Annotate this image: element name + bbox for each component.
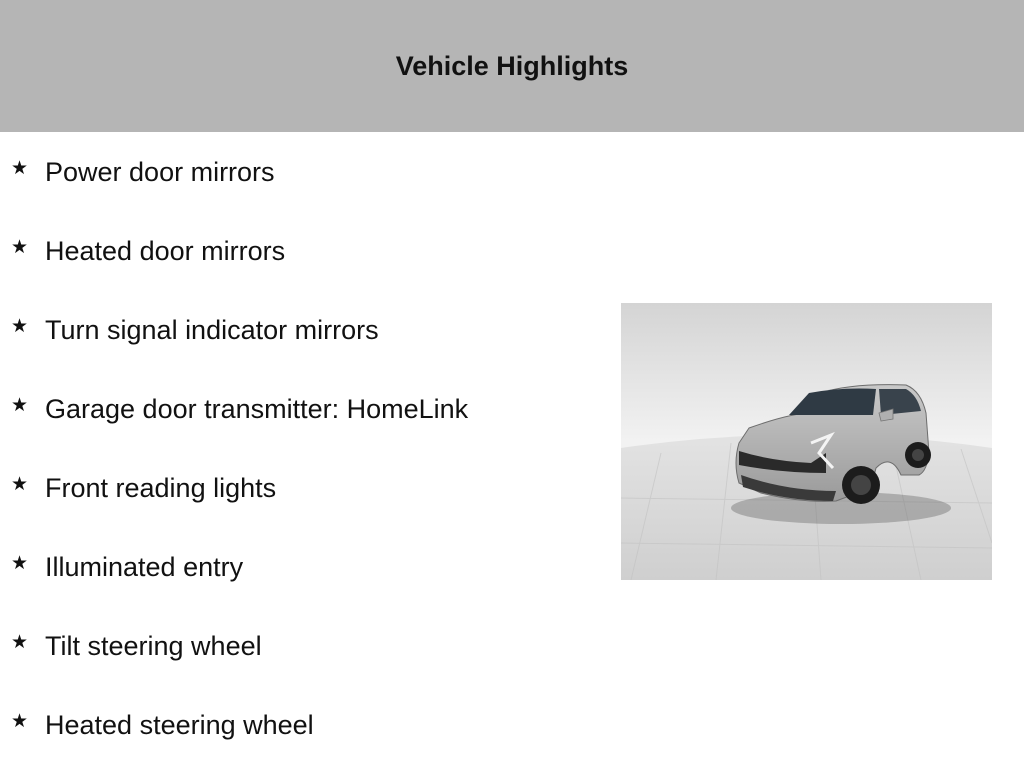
list-item — [0, 448, 600, 527]
star-icon: ★ — [11, 552, 29, 574]
star-icon: ★ — [11, 394, 29, 416]
star-icon: ★ — [11, 236, 29, 258]
feature-label: Garage door transmitter: HomeLink — [45, 394, 469, 424]
feature-list — [0, 132, 600, 764]
list-item — [0, 132, 600, 211]
list-item — [0, 290, 600, 369]
feature-label: Tilt steering wheel — [45, 631, 262, 661]
star-icon: ★ — [11, 315, 29, 337]
vehicle-photo[interactable] — [621, 303, 992, 580]
list-item — [0, 685, 600, 764]
feature-label: Heated steering wheel — [45, 710, 314, 740]
vehicle-photo-graphic — [621, 303, 992, 580]
header-banner — [0, 0, 1024, 132]
star-icon: ★ — [11, 631, 29, 653]
feature-label: Power door mirrors — [45, 157, 275, 187]
feature-label: Illuminated entry — [45, 552, 244, 582]
page-title: Vehicle Highlights — [395, 50, 629, 81]
star-icon: ★ — [11, 710, 29, 732]
star-icon: ★ — [11, 473, 29, 495]
list-item — [0, 369, 600, 448]
feature-label: Heated door mirrors — [45, 236, 286, 266]
list-item — [0, 527, 600, 606]
feature-label: Front reading lights — [45, 473, 277, 503]
star-icon: ★ — [11, 157, 29, 179]
feature-label: Turn signal indicator mirrors — [45, 315, 379, 345]
list-item — [0, 211, 600, 290]
list-item — [0, 606, 600, 685]
